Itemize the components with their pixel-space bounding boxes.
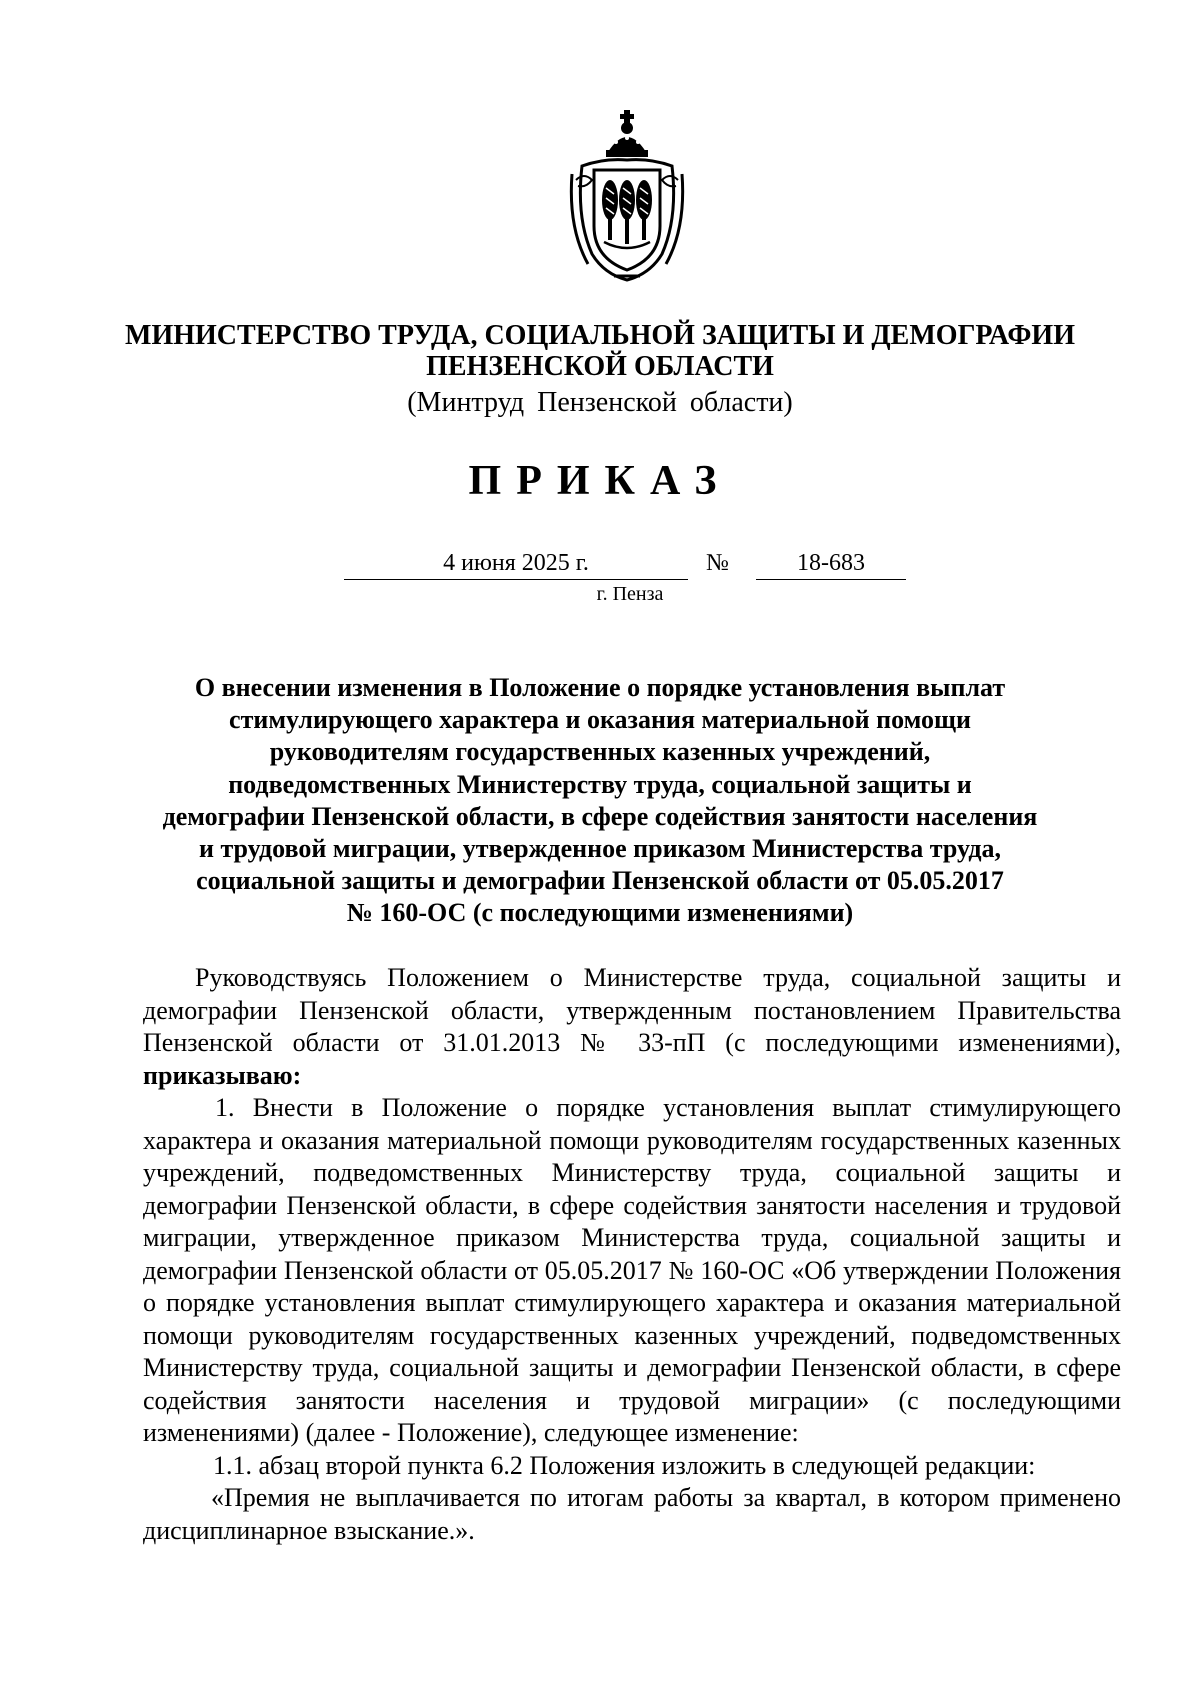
ministry-name-line2: ПЕНЗЕНСКОЙ ОБЛАСТИ <box>426 351 774 382</box>
subject-line: № 160-ОС (с последующими изменениями) <box>346 898 854 928</box>
order-city: г. Пенза <box>596 583 664 605</box>
ministry-name <box>100 320 1100 382</box>
subject-line: социальной защиты и демографии Пензенской области от 05.05.2017 <box>196 866 1004 896</box>
subject-line: руководителям государственных казенных учреждений, <box>269 737 931 767</box>
ministry-short-name: (Минтруд Пензенской области) <box>407 387 793 418</box>
preamble-decree: приказываю: <box>143 1060 302 1090</box>
order-date: 4 июня 2025 г. <box>344 549 688 580</box>
item-1-1-paragraph: 1.1. абзац второй пункта 6.2 Положения изложить в следующей редакции: <box>213 1450 1036 1480</box>
order-number: 18-683 <box>756 549 906 580</box>
order-number-label: № <box>706 550 729 576</box>
subject-line: О внесении изменения в Положение о порядке установления выплат <box>194 673 1006 702</box>
subject-line: демографии Пензенской области, в сфере содействия занятости населения <box>162 801 1038 831</box>
subject-line: и трудовой миграции, утвержденное приказом Министерства труда, <box>198 834 1002 864</box>
ministry-name-line1: МИНИСТЕРСТВО ТРУДА, СОЦИАЛЬНОЙ ЗАЩИТЫ И ДЕМОГРАФИИ <box>125 320 1075 351</box>
order-body <box>143 962 1121 1547</box>
preamble-paragraph <box>143 962 1121 1092</box>
item-1-paragraph: 1. Внести в Положение о порядке установления выплат стимулирующего характера и оказания материальной помощи руководителям государственных казенных учреждений, подведомственных Министерству труда, социальной защиты и демографии Пензенской области, в сфере содействия занятости населения и трудовой миграции, утвержденное приказом Министерства труда, социальной защиты и демографии Пензенской области от 05.05.2017 № 160-ОС «Об утверждении Положения о порядке установления выплат стимулирующего характера и оказания материальной помощи руководителям государственных казенных учреждений, подведомственных Министерству труда, социальной защиты и демографии Пензенской области, в сфере содействия занятости населения и трудовой миграции» (с последующими изменениями) (далее - Положение), следующее изменение: <box>143 1093 1121 1447</box>
order-title: ПРИКАЗ <box>468 458 732 504</box>
subject-line: подведомственных Министерству труда, социальной защиты и <box>228 769 972 799</box>
quote-paragraph: «Премия не выплачивается по итогам работы за квартал, в котором применено дисциплинарное взыскание.». <box>143 1483 1121 1545</box>
preamble-text: Руководствуясь Положением о Министерстве труда, социальной защиты и демографии Пензенской области, утвержденным постановлением Правительства Пензенской области от 31.01.2013 № 33-пП (с последующими изменениями), <box>143 963 1121 1057</box>
subject-line: стимулирующего характера и оказания материальной помощи <box>229 705 971 735</box>
order-subject <box>110 672 1090 930</box>
coat-of-arms-icon <box>568 108 686 284</box>
